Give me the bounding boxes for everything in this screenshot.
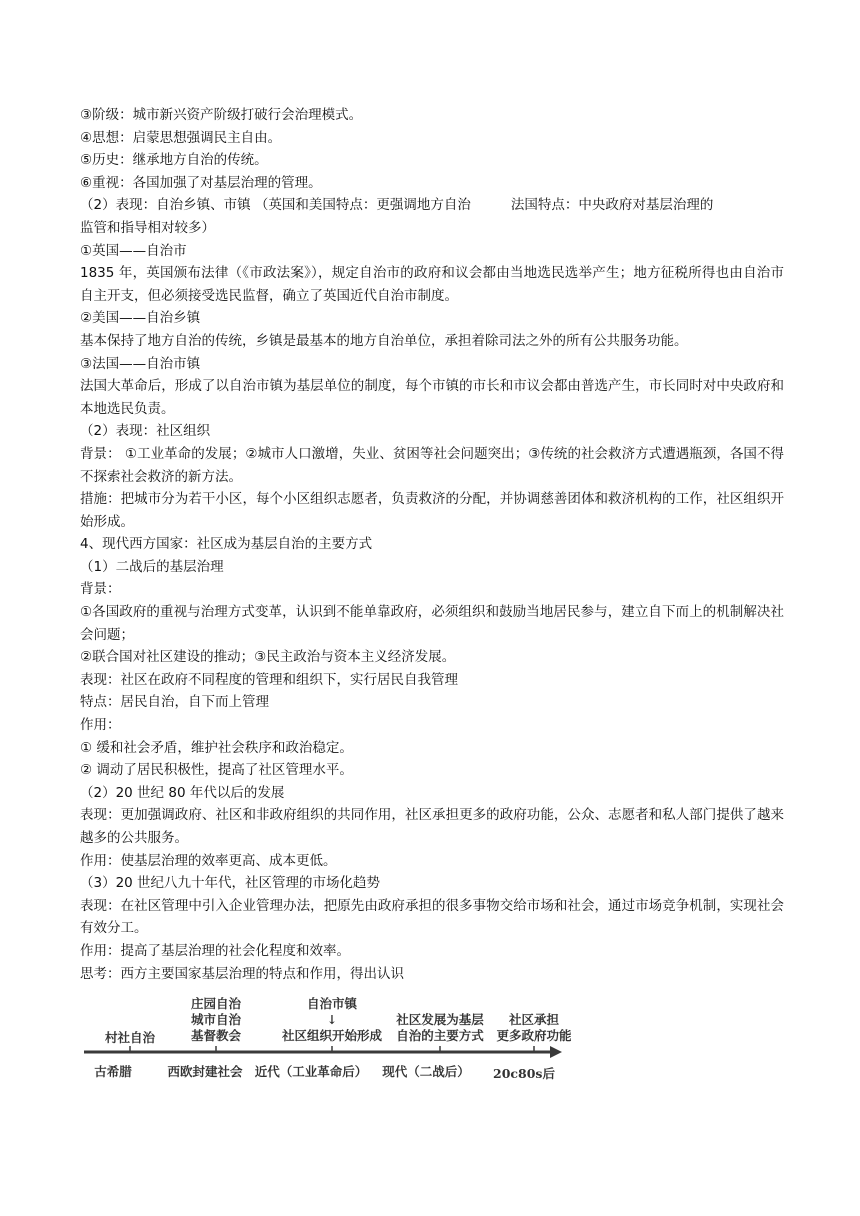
background-text: 背景： ①工业革命的发展；②城市人口激增，失业、贫困等社会问题突出；③传统的社会救济方式遭遇瓶颈，各国不得不探索社会救济的新方法。 xyxy=(80,445,784,485)
timeline-top-label: 社区承担 更多政府功能 xyxy=(496,1012,572,1043)
section-heading xyxy=(80,194,784,217)
us-heading: ②美国——自治乡镇 xyxy=(80,310,201,327)
text-line: ⑤历史：继承地方自治的传统。 xyxy=(80,152,268,169)
section-part2: 法国特点：中央政府对基层治理的 xyxy=(510,197,714,214)
timeline-top-label: 社区发展为基层 自治的主要方式 xyxy=(396,1012,484,1043)
uk-text: 1835 年，英国颁布法律（《市政法案》），规定自治市的政府和议会都由当地选民选举产生；地方征税所得也由自治市自主开支，但必须接受选民监督，确立了英国近代自治市制度。 xyxy=(80,265,784,304)
text-block: 表现：在社区管理中引入企业管理办法，把原先由政府承担的很多事物交给市场和社会，通过市场竞争机制，实现社会有效分工。 xyxy=(80,897,784,937)
effect-item: ② 调动了居民积极性，提高了社区管理水平。 xyxy=(80,762,353,779)
label: 作用： xyxy=(80,717,121,734)
section-part1: （2）表现：自治乡镇、市镇 （英国和美国特点：更强调地方自治 xyxy=(80,197,471,214)
sub-heading: （3）20 世纪八九十年代，社区管理的市场化趋势 xyxy=(80,875,381,892)
sub-heading: （2）20 世纪 80 年代以后的发展 xyxy=(80,784,285,801)
effect-item: ① 缓和社会矛盾，维护社会秩序和政治稳定。 xyxy=(80,739,353,756)
section-heading: （2）表现：社区组织 xyxy=(80,423,211,440)
timeline-bottom-label: 古希腊 xyxy=(94,1064,132,1079)
label: 背景： xyxy=(80,581,121,598)
text-block: 表现：更加强调政府、社区和非政府组织的共同作用，社区承担更多的政府功能，公众、志愿者和私人部门提供了越来越多的公共服务。 xyxy=(80,807,784,846)
measures-text: 措施：把城市分为若干小区，每个小区组织志愿者，负责救济的分配，并协调慈善团体和救济机构的工作，社区组织开始形成。 xyxy=(80,491,784,530)
timeline-bottom-label: 20c80s后 xyxy=(493,1066,555,1081)
fr-heading: ③法国——自治市镇 xyxy=(80,355,201,372)
document-body xyxy=(80,104,784,985)
text-line: ④思想：启蒙思想强调民主自由。 xyxy=(80,129,282,146)
background-item: ①各国政府的重视与治理方式变革，认识到不能单靠政府，必须组织和鼓励当地居民参与，建立自下而上的机制解决社会问题； xyxy=(80,604,784,643)
section-heading: 4、现代西方国家：社区成为基层自治的主要方式 xyxy=(80,536,373,553)
text-line: 表现：社区在政府不同程度的管理和组织下，实行居民自我管理 xyxy=(80,671,458,688)
fr-text: 法国大革命后，形成了以自治市镇为基层单位的制度，每个市镇的市长和市议会都由普选产生，市长同时对中央政府和本地选民负责。 xyxy=(80,378,784,417)
us-text: 基本保持了地方自治的传统，乡镇是最基本的地方自治单位，承担着除司法之外的所有公共服务功能。 xyxy=(80,332,688,349)
text-line: ⑥重视：各国加强了对基层治理的管理。 xyxy=(80,174,322,191)
text-line: 监管和指导相对较多） xyxy=(80,219,215,236)
sub-heading: （1）二战后的基层治理 xyxy=(80,558,224,575)
timeline-bottom-label: 现代（二战后） xyxy=(382,1064,470,1079)
text-line: ③阶级：城市新兴资产阶级打破行会治理模式。 xyxy=(80,107,363,123)
think-prompt: 思考：西方主要国家基层治理的特点和作用，得出认识 xyxy=(80,965,404,982)
uk-heading: ①英国——自治市 xyxy=(80,242,187,259)
timeline-top-label: 自治市镇 ↓ 社区组织开始形成 xyxy=(281,996,382,1043)
timeline-bottom-label: 西欧封建社会 xyxy=(167,1064,243,1079)
text-line: 作用：使基层治理的效率更高、成本更低。 xyxy=(80,852,337,869)
background-item: ②联合国对社区建设的推动；③民主政治与资本主义经济发展。 xyxy=(80,649,456,666)
timeline-bottom-label: 近代（工业革命后） xyxy=(254,1064,368,1079)
timeline-diagram xyxy=(80,994,570,1094)
text-line: 特点：居民自治，自下而上管理 xyxy=(80,694,269,711)
timeline-top-label: 村社自治 xyxy=(104,1030,155,1045)
text-line: 作用：提高了基层治理的社会化程度和效率。 xyxy=(80,942,350,959)
timeline-arrowhead xyxy=(550,1046,562,1058)
timeline-top-label: 庄园自治 城市自治 基督教会 xyxy=(190,996,241,1043)
